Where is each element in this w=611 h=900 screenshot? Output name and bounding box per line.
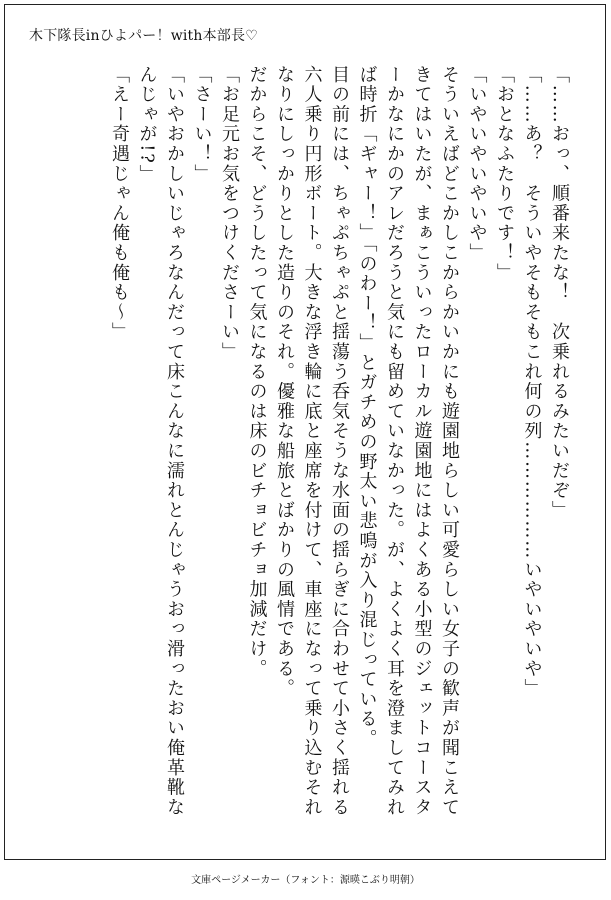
paragraph: 「……あ？ そういやそもそもこれ何の列………………いやいやいや」 bbox=[521, 65, 543, 699]
paragraph: 「いやおかしいじゃろなんだって床こんなに濡れとんじゃうおっ滑ったおい俺革靴なんじゃが!?」 bbox=[136, 65, 185, 818]
paragraph: 「おとなふたりです！」 bbox=[494, 65, 515, 283]
paragraph: 「いやいやいやいや」 bbox=[466, 65, 488, 263]
paragraph: 「さーい！」 bbox=[191, 65, 213, 184]
paragraph: 「……おっ、順番来たな！ 次乗れるみたいだぞ」 bbox=[549, 65, 570, 521]
page-frame bbox=[4, 4, 606, 860]
body-text bbox=[106, 65, 574, 835]
paragraph: そういえばどこかしこからかいかにも遊園地らしい可愛らしい女子の歓声が聞こえてきてはいたが、まぁこういったローカル遊園地にはよくある小型のジェットコースターかなにかのアレだろうと気にも留めていなかった。が、よくよく耳を澄ましてみれば時折「ギャー！」「のわー！」とガチめの野太い悲鳴が入り混じっている。 bbox=[356, 65, 460, 818]
paragraph: だからこそ、どうしたって気になるのは床のビチョビチョ加減だけ。 bbox=[246, 65, 268, 679]
page-title: 木下隊長inひよパー！with本部長♡ bbox=[29, 28, 258, 44]
footer-credit: 文庫ページメーカー（フォント：源暎こぶり明朝） bbox=[191, 875, 420, 886]
paragraph: 「えー奇遇じゃん俺も俺も～」 bbox=[109, 65, 130, 343]
paragraph: 目の前には、ちゃぷちゃぷと揺蕩う呑気そうな水面の揺らぎに合わせて小さく揺れる六人乗り円形ボート。大きな浮き輪に底と座席を付けて、車座になって乗り込むそれなりにしっかりとした造りのそれ。優雅な船旅とばかりの風情である。 bbox=[274, 65, 350, 818]
paragraph: 「お足元お気をつけくださーい」 bbox=[219, 65, 240, 362]
